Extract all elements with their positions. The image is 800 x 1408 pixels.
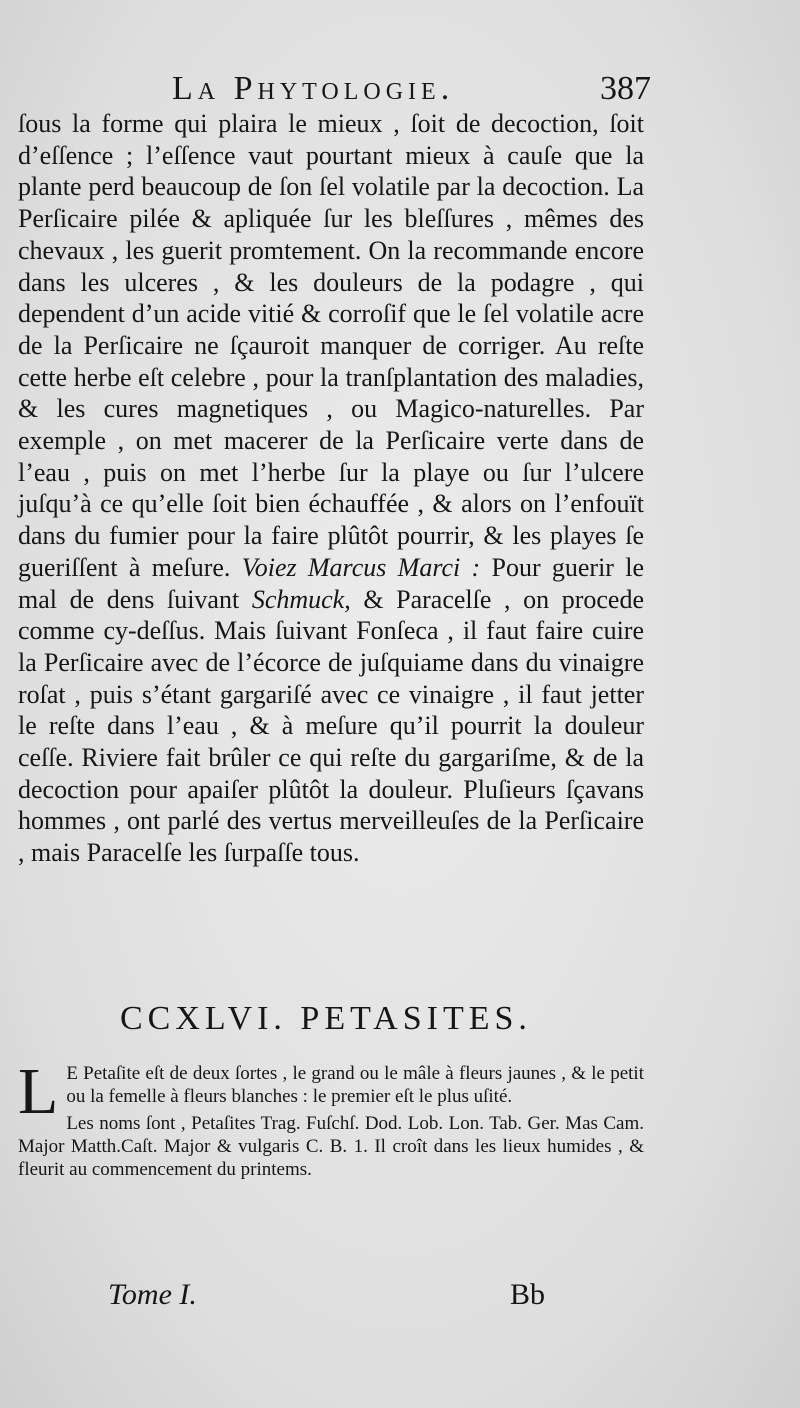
running-title: La Phytologie. [172,70,455,107]
citation-voiez: Voiez Marcus Marci : [241,552,481,582]
volume-mark: Tome I. [108,1278,197,1311]
petasites-names: Les noms ſont , Petaſites Trag. Fuſchſ. Dod. Lob. Lon. Tab. Ger. Mas Cam. Major Matth.Caſt. Major & vulgaris C. B. 1. Il croît dans les lieux humides , & fleurit au commencement du printems. [18,1113,644,1180]
petasites-text: E Petaſite eſt de deux ſortes , le grand ou le mâle à fleurs jaunes , & le petit ou la femelle à fleurs blanches : le premier eſt le plus uſité. [66,1063,644,1107]
petasites-entry [18,1055,644,1181]
section-heading: CCXLVI. PETASITES. [120,1000,532,1037]
text-run-1: ſous la forme qui plaira le mieux , ſoit de decoction, ſoit d’eſſence ; l’eſſence vaut pourtant mieux à cauſe que la plante perd beaucoup de ſon ſel volatile par la decoction. La Perſicaire pilée & apliquée ſur les bleſſures , mêmes des chevaux , les guerit promtement. On la recommande encore dans les ulceres , & les douleurs de la podagre , qui dependent d’un acide vitié & corroſif que le ſel volatile acre de la Perſicaire ne ſçauroit manquer de corriger. Au reſte cette herbe eſt celebre , pour la tranſplantation des maladies, & les cures magnetiques , ou Magico-naturelles. Par exemple , on met macerer de la Perſicaire verte dans de l’eau , puis on met l’herbe ſur la playe ou ſur l’ulcere juſqu’à ce qu’elle ſoit bien échauffée , & alors on l’enfouït dans du fumier pour la faire plûtôt pourrir, & les playes ſe gueriſſent à meſure. [18,109,644,582]
page-number: 387 [600,70,651,107]
paragraph-persicaire [18,108,644,869]
signature-mark: Bb [510,1278,546,1311]
text-run-2: Pour guerir le mal de dens ſuivant [18,552,645,614]
drop-capital: L [18,1055,59,1128]
petasites-description [18,1055,644,1128]
text-run-3: & Paracelſe , on procede comme cy-deſſus. Mais ſuivant Fonſeca , il faut faire cuire la Perſicaire avec de l’écorce de juſquiame dans du vinaigre roſat , puis s’étant gargariſé avec ce vinaigre , il faut jetter le reſte dans l’eau , & à meſure qu’il pourrit la douleur ceſſe. Riviere fait brûler ce qui reſte du gargariſme, & de la decoction pour apaiſer plûtôt la douleur. Pluſieurs ſçavans hommes , ont parlé des vertus merveilleuſes de la Perſicaire , mais Paracelſe les ſurpaſſe tous. [18,584,644,868]
main-text-block [18,108,644,869]
citation-schmuck: Schmuck, [251,584,351,614]
